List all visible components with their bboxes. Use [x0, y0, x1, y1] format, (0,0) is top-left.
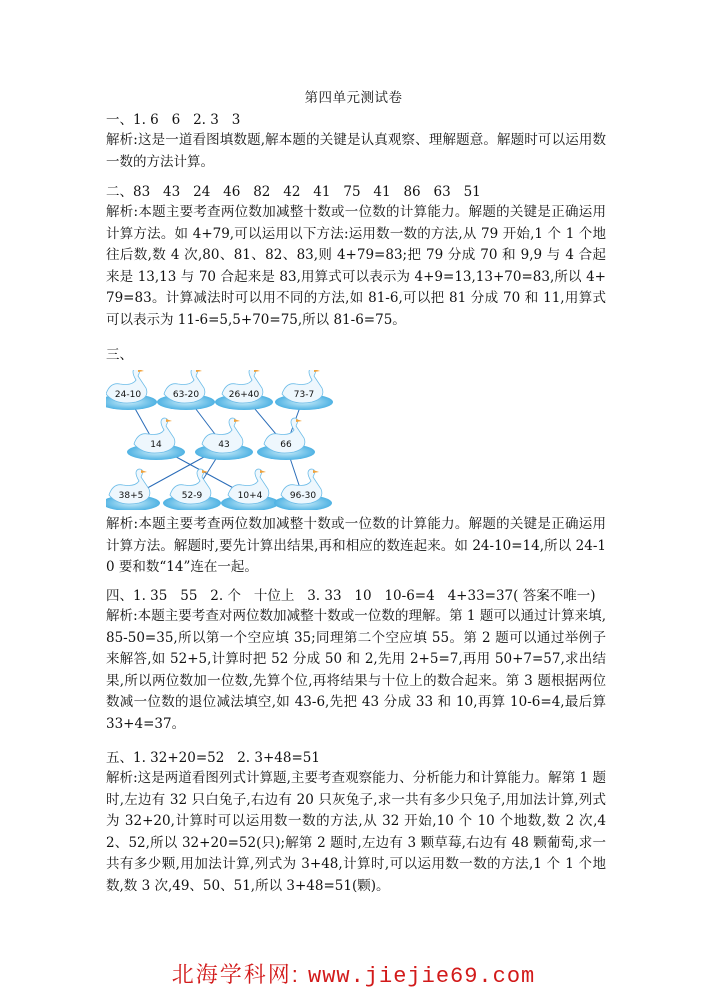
swan-label: 73-7	[293, 390, 315, 400]
section-3-analysis: 解析:本题主要考查两位数加减整十数或一位数的计算能力。解题的关键是正确运用计算方法。解题时,要先计算出结果,再和相应的数连起来。如 24-10=14,所以 24-10 要和数“14”连在一起。	[106, 516, 606, 576]
swan-top-1	[157, 370, 215, 410]
swan-label: 10+4	[237, 491, 263, 501]
site-footer	[0, 958, 707, 989]
swan-middle-0	[127, 418, 185, 460]
page-title: 第四单元测试卷	[304, 90, 403, 106]
swan-label: 14	[150, 440, 162, 450]
section-2-answer: 二、83 43 24 46 82 42 41 75 41 86 63 51	[106, 184, 481, 200]
swan-top-2	[215, 370, 273, 410]
section-4-answer: 四、1. 35 55 2. 个 十位上 3. 33 10 10-6=4 4+33=37( 答案不唯一)	[106, 588, 596, 604]
section-5-answer: 五、1. 32+20=52 2. 3+48=51	[106, 750, 320, 766]
section-2-analysis: 解析:本题主要考查两位数加减整十数或一位数的计算能力。解题的关键是正确运用计算方法。如 4+79,可以运用以下方法:运用数一数的方法,从 79 开始,1 个 1 个地往后数,数 4 次,80、81、82、83,则 4+79=83;把 79 分成 70 和 9,9 与 4 合起来是 13,13 与 70 合起来是 83,用算式可以表示为 4+9=13,13+70=83,所以 4+79=83。计算减法时可以用不同的方法,如 81-6,可以把 81 分成 70 和 11,用算式可以表示为 11-6=5,5+70=75,所以 81-6=75。	[106, 204, 606, 328]
swan-bottom-2	[221, 469, 279, 510]
section-1-analysis: 解析:这是一道看图填数题,解本题的关键是认真观察、理解题意。解题时可以运用数一数的方法计算。	[106, 132, 606, 170]
section-3-heading: 三、	[106, 347, 133, 363]
swan-label: 43	[218, 440, 230, 450]
swan-top-0	[106, 370, 157, 410]
swan-top-3	[275, 370, 333, 410]
section-5-analysis: 解析:这是两道看图列式计算题,主要考查观察能力、分析能力和计算能力。解第 1 题时,左边有 32 只白兔子,右边有 20 只灰兔子,求一共有多少只兔子,用加法计算,列式为 32+20,计算时可以运用数一数的方法,从 32 开始,10 个 10 个地数,数 2 次,42、52,所以 32+20=52(只);解第 2 题时,左边有 3 颗草莓,右边有 48 颗葡萄,求一共有多少颗,用加法计算,列式为 3+48,计算时,可以运用数一数的方法,1 个 1 个地数,数 3 次,49、50、51,所以 3+48=51(颗)。	[106, 770, 606, 894]
swan-label: 63-20	[172, 390, 200, 400]
swan-label: 96-30	[289, 491, 317, 501]
footer-url[interactable]: www.jiejie69.com	[308, 964, 536, 989]
swan-bottom-3	[274, 469, 332, 510]
swan-bottom-0	[106, 469, 160, 510]
swan-label: 52-9	[181, 491, 203, 501]
swan-label: 24-10	[114, 390, 142, 400]
swan-label: 38+5	[118, 491, 144, 501]
swan-middle-2	[257, 418, 315, 460]
section-4-analysis: 解析:本题主要考查对两位数加减整十数或一位数的理解。第 1 题可以通过计算来填,85-50=35,所以第一个空应填 35;同理第二个空应填 55。第 2 题可以通过举例子来解答,如 52+5,计算时把 52 分成 50 和 2,先用 2+5=7,再用 50+7=57,求出结果,所以两位数加一位数,先算个位,再将结果与十位上的数合起来。第 3 题根据两位数减一位数的退位减法填空,如 43-6,先把 43 分成 33 和 10,再算 10-6=4,最后算 33+4=37。	[106, 608, 606, 732]
footer-site-name: 北海学科网:	[171, 962, 300, 987]
swan-matching-diagram	[106, 370, 341, 510]
swan-middle-1	[195, 418, 253, 460]
section-1-answer: 一、1. 6 6 2. 3 3	[106, 112, 241, 128]
swan-label: 26+40	[228, 390, 260, 400]
swan-label: 66	[280, 440, 292, 450]
